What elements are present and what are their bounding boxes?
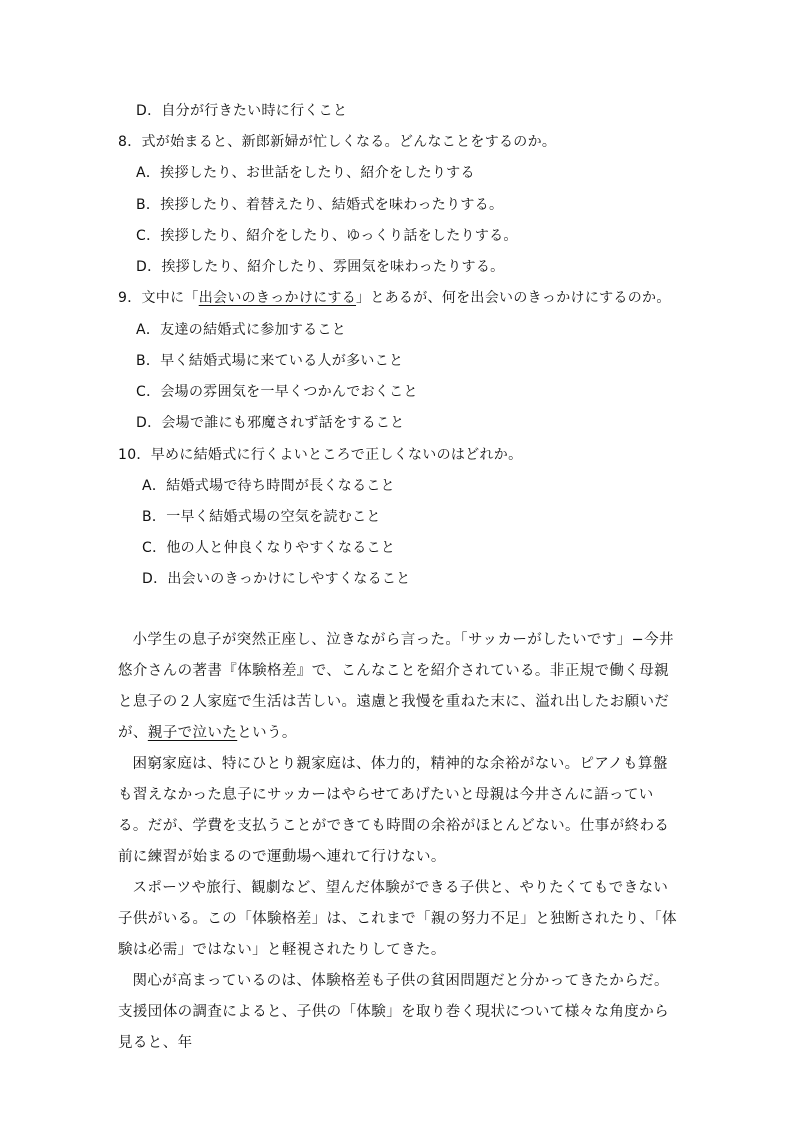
- q9-option-d: D．会場で誰にも邪魔されず話をすること: [136, 415, 405, 431]
- q8-question: 8．式が始まると、新郎新婦が忙しくなる。どんなことをするのか。: [118, 134, 557, 150]
- paragraph-4: 関心が高まっているのは、体験格差も子供の貧困問題だと分かってきたからだ。支援団体の調査によると、子供の「体験」を取り巻く現状について様々な角度から見ると、年: [118, 973, 670, 1051]
- q10-question: 10．早めに結婚式に行くよいところで正しくないのはどれか。: [118, 447, 523, 463]
- q10-option-a: A．結婚式場で待ち時間が長くなること: [142, 478, 395, 494]
- reading-passage: [118, 625, 678, 1059]
- q10-option-c: C．他の人と仲良くなりやすくなること: [142, 540, 396, 556]
- paragraph-1-underlined-phrase: 親子で泣いた: [147, 725, 238, 741]
- q7-option-d: D．自分が行きたい時に行くこと: [136, 103, 348, 119]
- q9-question: [118, 288, 671, 308]
- q8-option-a: A．挨拶したり、お世話をしたり、紹介をしたりする: [136, 165, 475, 181]
- q9-option-b: B．早く結婚式場に来ている人が多いこと: [136, 353, 404, 369]
- q8-option-b: B．挨拶したり、着替えたり、結婚式を味わったりする。: [136, 197, 504, 213]
- paragraph-3: スポーツや旅行、観劇など、望んだ体験ができる子供と、やりたくてもできない子供がいる。この「体験格差」は、これまで「親の努力不足」と独断されたり、「体験は必需」ではない」と軽視されたりしてきた。: [118, 880, 677, 958]
- q9-prefix: 9．文中に「: [118, 290, 199, 306]
- q9-suffix: 」とあるが、何を出会いのきっかけにするのか。: [356, 290, 671, 306]
- q9-option-a: A．友達の結婚式に参加すること: [136, 322, 347, 338]
- q10-option-b: B．一早く結婚式場の空気を読むこと: [142, 509, 381, 525]
- paragraph-1-end: という。: [237, 725, 297, 741]
- q9-underlined-phrase: 出会いのきっかけにする: [198, 290, 357, 306]
- q9-option-c: C．会場の雰囲気を一早くつかんでおくこと: [136, 384, 418, 400]
- paragraph-2: 困窮家庭は、特にひとり親家庭は、体力的，精神的な余裕がない。ピアノも算盤も習えなかった息子にサッカーはやらせてあげたいと母親は今井さんに語っている。だが、学費を支払うことができても時間の余裕がほとんどない。仕事が終わる前に練習が始まるので運動場へ連れて行けない。: [118, 756, 670, 865]
- q8-option-d: D．挨拶したり、紹介したり、雰囲気を味わったりする。: [136, 259, 505, 275]
- q10-option-d: D．出会いのきっかけにしやすくなること: [142, 571, 411, 587]
- paragraph-1-text: 小学生の息子が突然正座し、泣きながら言った。「サッカーがしたいです」−今井悠介さんの著書『体験格差』で、こんなことを紹介されている。非正規で働く母親と息子の２人家庭で生活は苦しい。遠慮と我慢を重ねた末に、溢れ出したお願いだが、: [118, 632, 674, 741]
- q8-option-c: C．挨拶したり、紹介をしたり、ゆっくり話をしたりする。: [136, 228, 518, 244]
- paragraph-1: [118, 625, 678, 749]
